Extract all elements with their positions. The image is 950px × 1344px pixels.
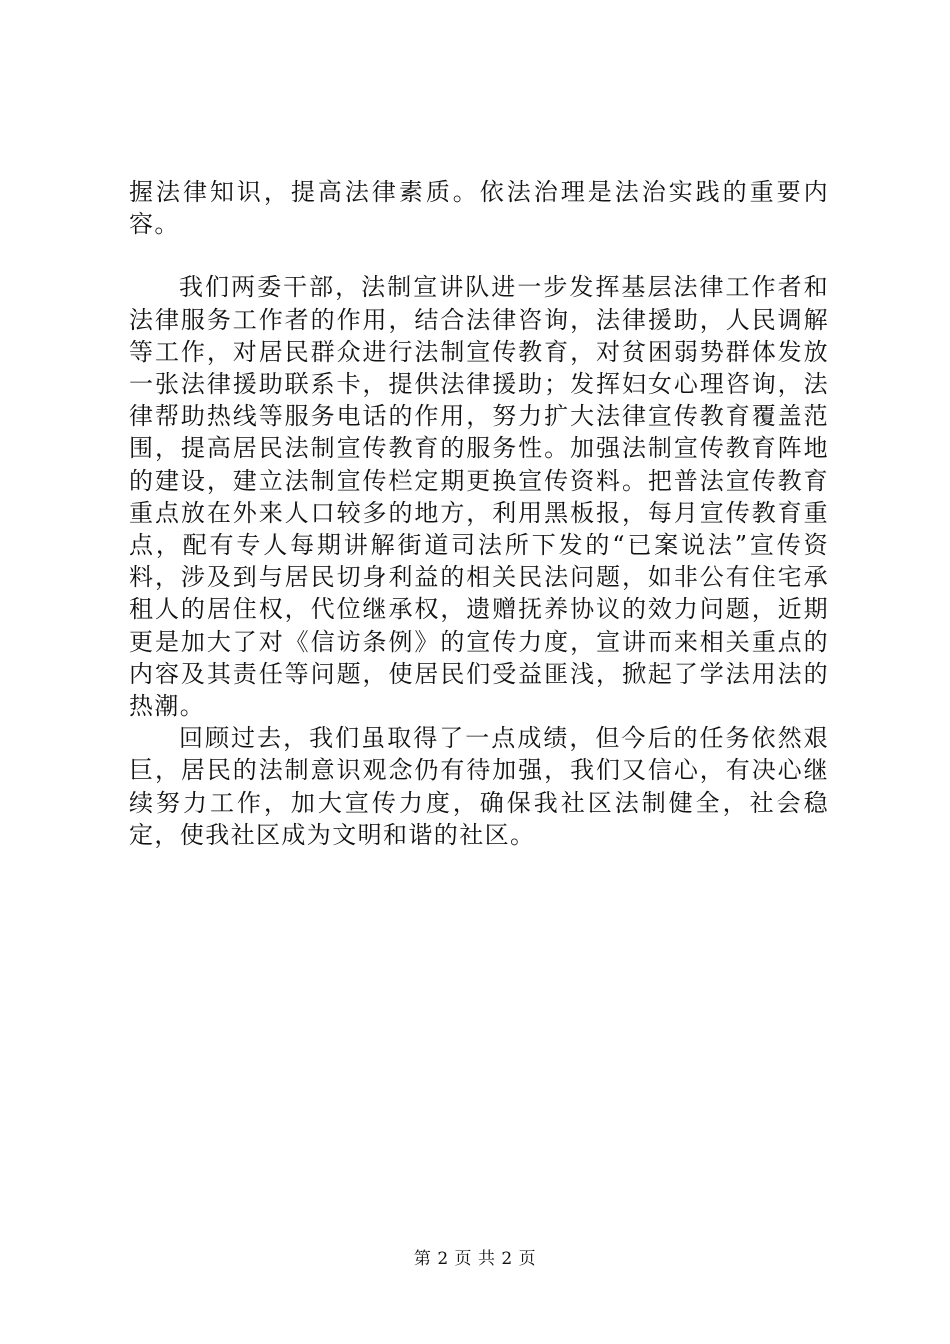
paragraph-legal-publicity: 我们两委干部，法制宣讲队进一步发挥基层法律工作者和法律服务工作者的作用，结合法律咨询，法律援助，人民调解等工作，对居民群众进行法制宣传教育，对贫困弱势群体发放一张法律援助联系卡，提供法律援助；发挥妇女心理咨询，法律帮助热线等服务电话的作用，努力扩大法律宣传教育覆盖范围，提高居民法制宣传教育的服务性。加强法制宣传教育阵地的建设，建立法制宣传栏定期更换宣传资料。把普法宣传教育重点放在外来人口较多的地方，利用黑板报，每月宣传教育重点，配有专人每期讲解街道司法所下发的“已案说法”宣传资料，涉及到与居民切身利益的相关民法问题，如非公有住宅承租人的居住权，代位继承权，遗赠抚养协议的效力问题，近期更是加大了对《信访条例》的宣传力度，宣讲而来相关重点的内容及其责任等问题，使居民们受益匪浅，掀起了学法用法的热潮。 bbox=[129, 273, 829, 721]
document-body bbox=[129, 176, 829, 851]
page-number-footer: 第 2 页 共 2 页 bbox=[413, 1249, 537, 1269]
paragraph-review: 回顾过去，我们虽取得了一点成绩，但今后的任务依然艰巨，居民的法制意识观念仍有待加强，我们又信心，有决心继续努力工作，加大宣传力度，确保我社区法制健全，社会稳定，使我社区成为文明和谐的社区。 bbox=[129, 724, 829, 849]
paragraph-continued: 握法律知识，提高法律素质。依法治理是法治实践的重要内容。 bbox=[129, 178, 829, 239]
